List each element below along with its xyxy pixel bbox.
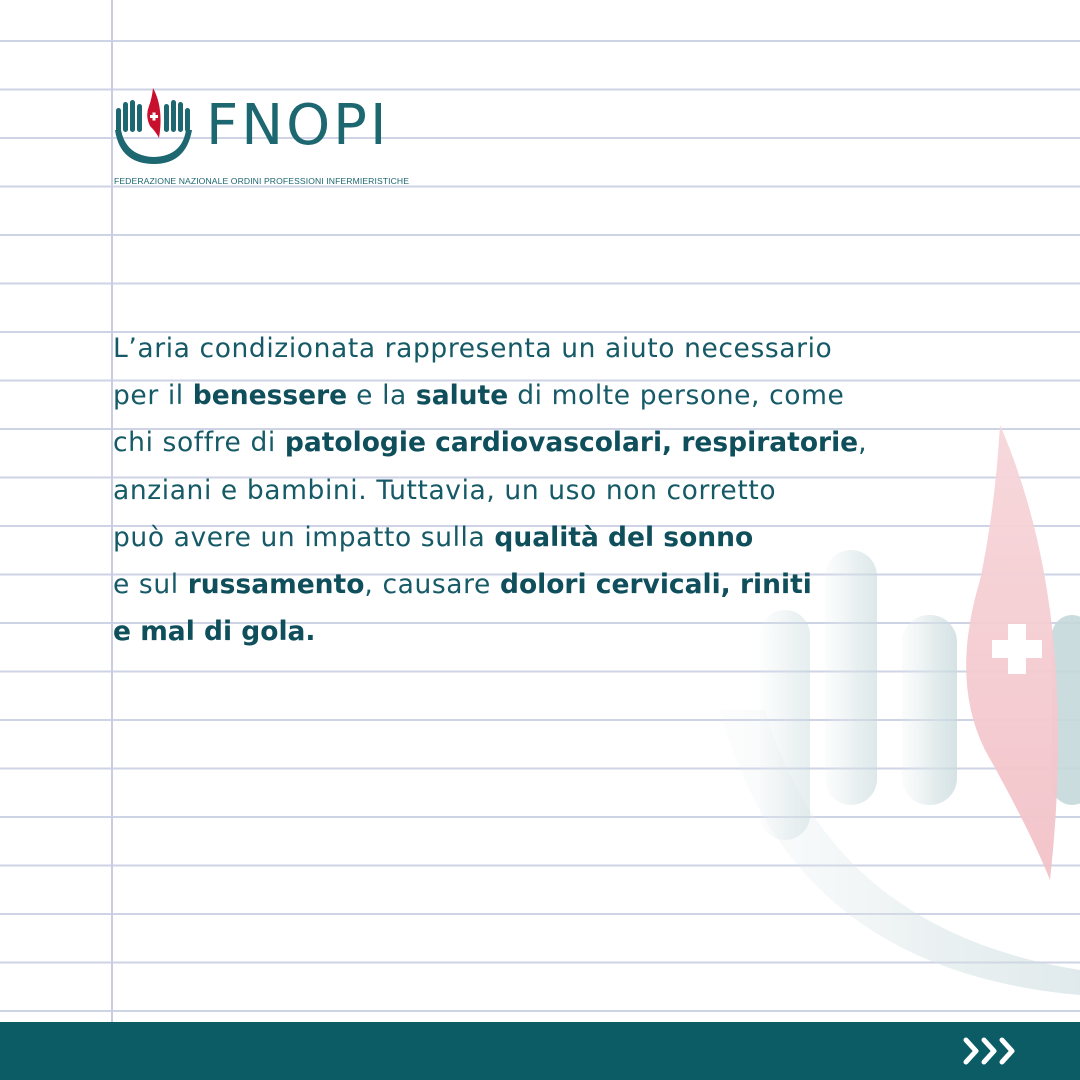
paragraph-line — [113, 561, 943, 608]
emphasis-text: dolori cervicali, riniti — [499, 569, 812, 601]
bottom-bar — [0, 1022, 1080, 1080]
paragraph-text: per il — [113, 380, 193, 412]
paragraph-text: di molte persone, come — [508, 380, 845, 412]
emphasis-text: salute — [415, 380, 509, 412]
paragraph-text: anziani e bambini. Tuttavia, un uso non corretto — [113, 474, 777, 506]
paragraph-line — [113, 467, 943, 514]
paragraph-line — [113, 419, 943, 466]
triple-chevron-right-icon[interactable] — [962, 1036, 1022, 1066]
emphasis-text: benessere — [192, 380, 348, 412]
logo-wordmark: FNOPI — [206, 93, 390, 158]
fnopi-logo — [112, 88, 412, 188]
paragraph-text: , — [858, 427, 868, 459]
paragraph-line — [113, 325, 943, 372]
emphasis-text: qualità del sonno — [494, 521, 754, 553]
paragraph-text: e sul — [113, 569, 188, 601]
paragraph-text: chi soffre di — [113, 427, 285, 459]
paragraph-text: L’aria condizionata rappresenta un aiuto necessario — [113, 333, 833, 364]
paragraph-line — [113, 372, 943, 419]
paragraph-line — [113, 608, 943, 655]
paragraph-text: , causare — [364, 569, 500, 601]
emphasis-text: patologie cardiovascolari, respiratorie — [284, 427, 859, 459]
paragraph-text: può avere un impatto sulla — [113, 521, 495, 553]
paragraph-text: e la — [347, 380, 416, 412]
emphasis-text: e mal di gola. — [113, 616, 316, 648]
logo-subtitle: FEDERAZIONE NAZIONALE ORDINI PROFESSIONI INFERMIERISTICHE — [114, 176, 410, 186]
emphasis-text: russamento — [187, 569, 365, 601]
body-paragraph — [113, 325, 943, 655]
hands-flame-logo-icon — [112, 88, 194, 170]
paragraph-line — [113, 514, 943, 561]
